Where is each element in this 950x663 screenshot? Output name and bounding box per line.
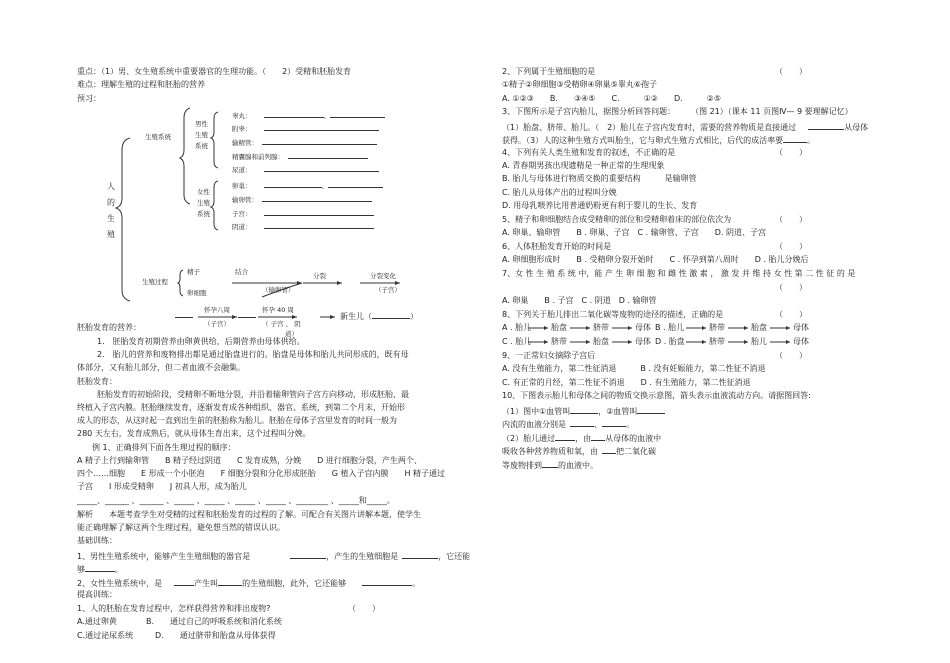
q10-part-2: （2）胎儿通过 ，由 从母体的血液中 xyxy=(502,434,662,443)
q8-option-a-4: 母体 xyxy=(635,323,651,332)
basic-question-1: 1、男性生殖系统中，能够产生生殖细胞的器官是 ，产生的生殖细胞是 ，它还能 xyxy=(77,552,471,561)
difficult-points: 难点：理解生殖的过程和胚胎的营养 xyxy=(77,80,205,89)
female-item-oviduct: 输卵管： xyxy=(232,193,372,204)
q7-options[interactable]: A. 卵巢 B . 子宫 C . 阴道 D . 输卵管 xyxy=(502,296,657,305)
q3-line-2: 获得。（3）人的这种生殖方式叫胎生，它与卵式生殖方式相比，后代的成活率要 。 xyxy=(502,136,816,145)
analysis-line-2: 能正确理解了解这两个生理过程，避免想当然的错误认识。 xyxy=(77,523,285,532)
improve-question-1: 1、人的胚胎在发育过程中，怎样获得营养和排出废物? xyxy=(77,604,271,613)
combine-place: （输卵管） xyxy=(262,286,295,294)
male-label-3: 系统 xyxy=(195,142,208,150)
q4-stem: 4、下列有关人类生殖和发育的叙述，不正确的是 xyxy=(502,148,676,157)
divide-label: 分裂 xyxy=(313,272,326,280)
q8-option-c-3: 胎盘 xyxy=(593,337,609,346)
q8-option-d-4: 母体 xyxy=(793,337,809,346)
basic-question-2: 2、女性生殖系统中，是 产生叫 的生殖细胞，此外，它还能够 。 xyxy=(77,579,421,588)
q5-options[interactable]: A. 卵巢、输卵管 B . 卵巢、子宫 C . 输卵管、子宫 D. 阴道、子宫 xyxy=(502,228,766,237)
nutrition-title: 胚胎发育的营养： xyxy=(77,323,141,332)
male-label-1: 男性 xyxy=(195,120,208,128)
q1-option-d[interactable]: D. 通过脐带和胎盘从母体获得 xyxy=(155,631,276,640)
female-item-vagina: 阴道： xyxy=(232,220,374,231)
q7-paren[interactable]: （ ） xyxy=(775,283,807,292)
female-label-3: 系统 xyxy=(197,210,210,218)
example-item-1: A 精子上行到输卵管 B 精子经过阴道 C 发育成熟，分娩 D 进行细胞分裂，产生两个、 xyxy=(77,456,422,465)
q1-option-c[interactable]: C.通过泌尿系统 xyxy=(77,631,134,640)
nutrition-item-2a: 2. 胎儿的营养和废物排出都是通过胎盘进行的。胎盘是母体和胎儿共同形成的，既有母 xyxy=(97,350,409,359)
q4-option-c[interactable]: C. 胎儿从母体产出的过程叫分娩 xyxy=(502,188,617,197)
male-item-vas-deferens: 输精管： xyxy=(232,136,377,147)
basic-training-title: 基础训练： xyxy=(77,536,117,545)
forty-weeks-place-2: 道） xyxy=(285,330,298,338)
root-label-2: 的 xyxy=(107,198,115,207)
egg-label: 卵细胞 xyxy=(187,289,207,297)
q6-options[interactable]: A. 卵细胞形成时 B . 受精卵分裂开始时 C . 怀孕到第八周时 D . 胎儿分娩后 xyxy=(502,255,809,264)
development-text-4: 280 天左右，发育成熟后，就从母体生育出来，这个过程叫分娩。 xyxy=(77,429,311,438)
sperm-label: 精子 xyxy=(187,268,200,276)
male-item-glands: 精囊腺和前列腺： xyxy=(232,150,368,161)
development-text-2: 终植入子宫内膜。胚胎继续发育，逐渐发育成各种组织、器官、系统，到第二个月末，开始形 xyxy=(77,403,405,412)
q8-option-c-2: 脐带 xyxy=(551,337,567,346)
q2-paren[interactable]: （ ） xyxy=(775,67,807,76)
male-label-2: 生殖 xyxy=(195,131,208,139)
divide-change-label: 分裂变化 xyxy=(370,272,396,280)
q4-option-b[interactable]: B. 胎儿与母体进行物质交换的重要结构 是输卵管 xyxy=(502,174,697,183)
process-label: 生殖过程 xyxy=(142,278,168,286)
q8-option-d-1[interactable]: D . 胎盘 xyxy=(655,337,685,346)
preview-heading: 预习： xyxy=(77,94,101,103)
root-label-4: 殖 xyxy=(107,230,115,239)
q6-paren[interactable]: （ ） xyxy=(775,242,807,251)
root-label-1: 人 xyxy=(107,182,115,191)
q1-option-b[interactable]: B. 通过自己的呼吸系统和消化系统 xyxy=(146,617,283,626)
q10-part-2-cont: 吸收各种营养物质和氧，由 把二氧化碳 xyxy=(502,447,656,456)
q1-option-a[interactable]: A.通过卵黄 xyxy=(77,617,117,626)
nutrition-item-2b: 体部分，又有胎儿部分，但二者血液不会融集。 xyxy=(77,363,245,372)
forty-weeks-label: 怀孕 40 周 xyxy=(262,306,294,314)
basic-question-1-cont: 够 。 xyxy=(77,565,123,574)
q2-stem: 2、下列属于生殖细胞的是 xyxy=(502,67,596,76)
q6-stem: 6、人体胚胎发育开始的时间是 xyxy=(502,242,612,251)
forty-weeks-place: （ 子宫 、 阴 xyxy=(262,320,301,328)
development-title: 胚胎发育： xyxy=(77,377,117,386)
q8-option-c-4: 母体 xyxy=(635,337,651,346)
q8-option-b-4: 母体 xyxy=(793,323,809,332)
q8-option-b-2: 脐带 xyxy=(709,323,725,332)
female-label-1: 女性 xyxy=(197,188,210,196)
system-label: 生殖系统 xyxy=(145,133,171,141)
improve-question-1-paren[interactable]: （ ） xyxy=(348,604,380,613)
q2-items: ①精子②卵细胞③受精卵④卵巢⑤睾丸⑥孢子 xyxy=(502,80,658,89)
example-item-3: 子宫 I 形成受精卵 J 初具人形，成为胎儿 xyxy=(77,482,247,491)
root-label-3: 生 xyxy=(107,214,115,223)
q4-option-a[interactable]: A. 青春期男孩出现遗精是一种正常的生理现象 xyxy=(502,161,665,170)
male-item-urethra: 尿道： xyxy=(232,163,379,174)
q3-line-1: （1）胎盘、脐带、胎儿。（ 2）胎儿在子宫内发育时，需要的营养物质是直接通过 从母体 xyxy=(502,123,869,132)
q8-option-b-3: 胎盘 xyxy=(751,323,767,332)
example-answer-line[interactable]: _____、______ 、______ 、_____ 、_____ 、_____ 、_____ 、________ 、_____和_____。 xyxy=(77,496,395,505)
q8-option-a-2: 胎盘 xyxy=(551,323,567,332)
female-label-2: 生殖 xyxy=(197,199,210,207)
q9-paren[interactable]: （ ） xyxy=(775,351,807,360)
q8-option-d-2: 脐带 xyxy=(709,337,725,346)
q10-part-1-cont: 内流的血液分别是 、 。 xyxy=(502,420,634,429)
q8-paren[interactable]: （ ） xyxy=(775,310,807,319)
q10-part-2-end: 等废物排到 的血液中。 xyxy=(502,461,598,470)
q7-stem: 7、女 性 生 殖 系 统 中，能 产 生 卵 细 胞 和 雌 性 激 素 ， 激 发 并 维 持 女 性 第 二 性 征 的 是 xyxy=(502,269,856,278)
q9-options-cd[interactable]: C. 有正常的月经，第二性征不消退 D . 有生殖能力，第二性征消退 xyxy=(502,378,751,387)
development-text-3: 成人的形态，从这时起一直到出生前的胚胎称为胎儿。胚胎在母体子宫里发育的时间一般为 xyxy=(77,416,397,425)
example-1-title: 例 1、正确排列下面各生理过程的顺序： xyxy=(92,443,236,452)
q8-option-d-3: 胎儿 xyxy=(751,337,767,346)
male-item-epididymis: 附睾： xyxy=(232,122,379,133)
eight-weeks-place: （子宫） xyxy=(204,320,230,328)
q4-paren[interactable]: （ ） xyxy=(775,148,807,157)
improve-training-title: 提高训练： xyxy=(77,590,117,599)
q8-stem: 8、下列关于胎儿排出二氧化碳等废物的途径的描述，正确的是 xyxy=(502,310,724,319)
male-item-testis: 睾丸： 、 xyxy=(232,109,385,120)
female-item-uterus: 子宫： xyxy=(232,207,374,218)
analysis-line-1: 解析 本题考查学生对受精的过程和胚胎发育的过程的了解。可配合有关图片讲解本题，使学生 xyxy=(77,510,421,519)
combine-label: 结合 xyxy=(235,268,248,276)
female-item-ovary: 卵巢： 、 xyxy=(232,179,383,190)
q2-options[interactable]: A. ①②③ B. ③④⑤ C. ①② D. ②⑤ xyxy=(502,94,721,103)
nutrition-item-1: 1. 胚胎发育初期营养由卵黄供给，后期营养由母体供给。 xyxy=(97,337,305,346)
q5-paren[interactable]: （ ） xyxy=(775,215,807,224)
q4-option-d[interactable]: D. 用母乳喂养比用普通奶粉更有利于婴儿的生长、发育 xyxy=(502,201,698,210)
q8-option-c-1[interactable]: C . 胎儿 xyxy=(502,337,532,346)
key-points: 重点：（1）男、女生殖系统中重要器官的生理功能。（ 2）受精和胚胎发育 xyxy=(77,67,352,76)
q9-options-ab[interactable]: A. 没有生殖能力，第二性征消退 B . 没有妊娠能力，第二性征不消退 xyxy=(502,364,766,373)
eight-weeks-label: 怀孕八周 xyxy=(204,306,230,314)
q8-option-a-3: 脐带 xyxy=(593,323,609,332)
q10-part-1: （1）图中①血管叫 ，②血管叫 xyxy=(502,405,665,417)
q3-stem: 3、下图所示是子宫内胎儿，据图分析回答问题： （图 21）（课本 11 页图Ⅳ— 9 要理解记忆） xyxy=(502,107,853,116)
example-item-2: 四个……细胞 E 形成一个小胚泡 F 细胞分裂和分化形成胚胎 G 植入子宫内膜 H 精子通过 xyxy=(77,469,446,478)
uterus-label: （子宫） xyxy=(375,286,401,294)
development-text-1: 胚胎发育的初始阶段，受精卵不断地分裂，并沿着输卵管向子宫方向移动，形成胚胎，最 xyxy=(97,390,409,399)
q5-stem: 5、精子和卵细胞结合成受精卵的部位和受精卵着床的部位依次为 xyxy=(502,215,732,224)
q10-stem: 10、下图表示胎儿和母体之间的物质交换示意图，箭头表示血液流动方向。请据图回答: xyxy=(502,391,811,400)
newborn-label: 新生儿（ ） xyxy=(340,312,418,321)
q8-option-b-1[interactable]: B . 胎儿 xyxy=(655,323,685,332)
q9-stem: 9、一正常妇女摘除子宫后 xyxy=(502,351,596,360)
q8-option-a-1[interactable]: A . 胎儿 xyxy=(502,323,532,332)
